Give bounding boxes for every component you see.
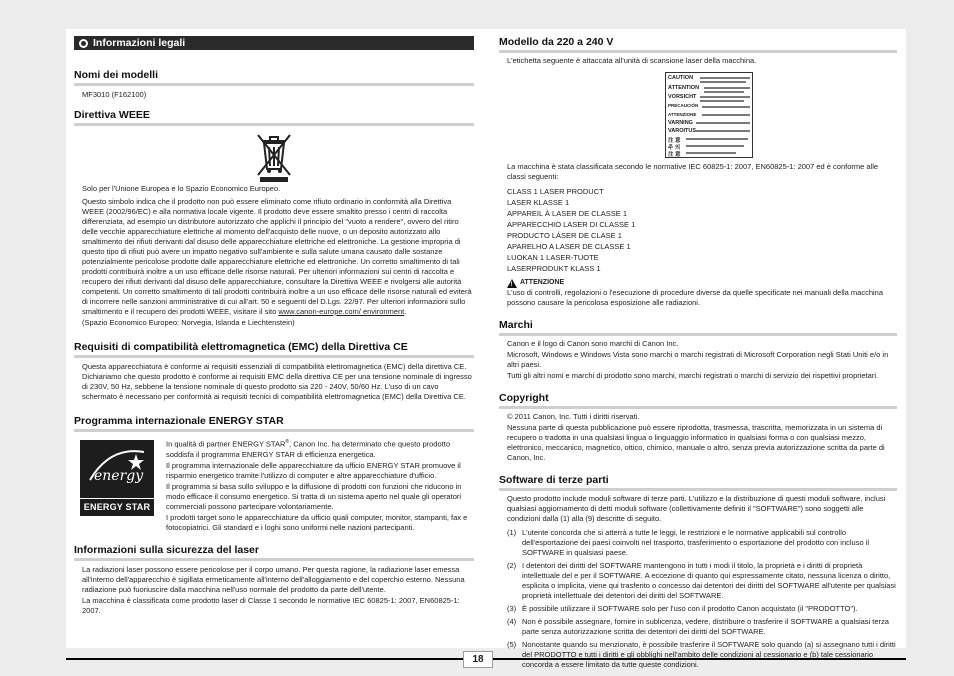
weee-heading: Direttiva WEEE xyxy=(74,109,474,126)
warning-heading: ! ATTENZIONE xyxy=(507,278,897,288)
models-heading: Nomi dei modelli xyxy=(74,69,474,86)
list-item: (1) L'utente concorda che si atterrà a tutte le leggi, le restrizioni e le normative applicabili sul controllo dell'esportazione dei paesi coinvolti nel trasporto, trasferimento o esportazione del prodotto con incluso il SOFTWARE in qualsiasi paese. xyxy=(507,528,870,557)
laser-warning-label: CAUTION ATTENTION VORSICHT PRECAUCIÓN ATTENZIONE VARNING VAROITUS 注 意 주 의 注 意 xyxy=(665,72,753,158)
warning-triangle-icon xyxy=(507,279,517,288)
section-header xyxy=(74,36,474,50)
energy-star-heading: Programma internazionale ENERGY STAR xyxy=(74,415,474,432)
class-block xyxy=(507,162,897,308)
copyright-text: © 2011 Canon, Inc. Tutti i diritti riservati. Nessuna parte di questa pubblicazione può essere riprodotta, trasmessa, trascritta, memorizzata in un sistema di recupero o tradotta in una qualsiasi lingua o linguaggio informatico in qualsiasi forma o con qualsiasi mezzo, elettronico, meccanico, magnetico, ottico, chimico, manuale o altro, senza previa autorizzazione scritta da parte di Canon, Inc. xyxy=(507,412,885,462)
class-line: APARELHO A LASER DE CLASSE 1 xyxy=(507,242,631,251)
weee-paragraph: Questo simbolo indica che il prodotto non può essere eliminato come rifiuto ordinario in conformità alla Direttiva WEEE (2002/96/EC) e alla normativa locale vigente. Il prodotto deve essere smaltito presso i centri di raccolta differenziata, ad esempio un distributore autorizzato che applichi il principio del "vuoto a rendere", ovvero del ritiro delle vecchie apparecchiature elettriche al momento dell'acquisto delle nuove, o un deposito autorizzato allo smaltimento dei rifiuti derivanti dal disuso delle apparecchiature elettriche ed elettroniche. La gestione impropria di questo tipo di rifiuti può avere un impatto negativo sull'ambiente e sulla salute umana causato dalle sostanze potenzialmente pericolose prodotte dalle apparecchiature elettriche ed elettroniche. Un corretto smaltimento di tali prodotti contribuirà inoltre a un uso efficace delle risorse naturali. Per ulteriori informazioni sui centri di raccolta e recupero dei rifiuti derivanti dal disuso delle apparecchiature, consultare la Direttiva WEEE e rivolgersi alle autorità competenti. Un corretto smaltimento di tali prodotti contribuirà inoltre a un uso efficace delle risorse naturali ed eviterà di incorrere nelle sanzioni amministrative di cui all'art. 50 e seguenti del D.Lgs. 22/97. Per ulteriori informazioni sullo smaltimento e il recupero dei prodotti WEEE, visitare il sito www.canon-europe.com/ environment. xyxy=(82,197,472,316)
weee-bin-icon xyxy=(74,126,474,184)
energy-star-text: In qualità di partner ENERGY STAR®, Canon Inc. ha determinato che questo prodotto soddisfa il programma ENERGY STAR di efficienza energetica. Il programma internazionale delle apparecchiature da ufficio ENERGY STAR promuove il risparmio energetico tramite l'utilizzo di computer e altre apparecchiature d'ufficio. Il programma si basa sullo sviluppo e la diffusione di prodotti con funzioni che riducono in modo efficace il consumo energetico. Si tratta di un sistema aperto nel quale gli operatori commerciali possono partecipare volontariamente. I prodotti target sono le apparecchiature da ufficio quali computer, monitor, stampanti, fax e fotocopiatrici. Gli standard e i loghi sono uniformi nelle nazioni partecipanti. xyxy=(166,439,468,532)
list-item: (5) Nonostante quando su menzionato, è possibile trasferire il SOFTWARE solo quando (a) si assegnano tutti i diritti del PRODOTTO e tutti i diritti e gli obblighi nell'ambito delle condizioni al cessionario e (b) tale cessionario concorda a essere limitato da tutte queste condizioni. xyxy=(507,640,896,669)
energy-star-block xyxy=(74,432,474,544)
class-line: LASER KLASSE 1 xyxy=(507,198,570,207)
voltage-model-heading: Modello da 220 a 240 V xyxy=(499,36,897,53)
class-line: APPAREIL À LASER DE CLASSE 1 xyxy=(507,209,628,218)
class-line: LUOKAN 1 LASER-TUOTE xyxy=(507,253,599,262)
weee-footnote: (Spazio Economico Europeo: Norvegia, Islanda e Liechtenstein) xyxy=(82,318,295,327)
third-party-heading: Software di terze parti xyxy=(499,474,897,491)
class-line: CLASS 1 LASER PRODUCT xyxy=(507,187,604,196)
models-text: MF3010 (F162100) xyxy=(82,90,147,99)
trademarks-text: Canon e il logo di Canon sono marchi di Canon Inc. Microsoft, Windows e Windows Vista sono marchi o marchi registrati di Microsoft Corporation negli Stati Uniti e/o in altri paesi. Tutti gli altri nomi e marchi di prodotto sono marchi, marchi registrati o marchi di servizio dei rispettivi proprietari. xyxy=(507,339,889,380)
emc-text: Questa apparecchiatura è conforme ai requisiti essenziali di compatibilità elettromagnetica (EMC) della direttiva CE. Dichiariamo che questo prodotto è conforme ai requisiti EMC della direttiva CE per una tensione nominale di ingresso di 230V, 50 Hz, sebbene la tensione nominale di questo prodotto sia 220 - 240V, 50/60 Hz. L'uso di un cavo schermato è necessario per conformità ai requisiti tecnici di compatibilità elettromagnetica (EMC) della Direttiva CE. xyxy=(82,362,472,401)
emc-heading: Requisiti di compatibilità elettromagnetica (EMC) della Direttiva CE xyxy=(74,341,474,358)
crossed-bin-icon xyxy=(252,129,296,183)
list-item: (3) È possibile utilizzare il SOFTWARE solo per l'uso con il prodotto Canon acquistato (il "PRODOTTO"). xyxy=(507,604,858,613)
canon-europe-link[interactable]: www.canon-europe.com/ environment xyxy=(278,307,405,316)
section-header-label: Informazioni legali xyxy=(93,37,186,49)
warning-text: L'uso di controlli, regolazioni o l'esecuzione di procedure diverse da quelle specificate nei manuali della macchina possono causare la pericolosa esposizione alle radiazioni. xyxy=(507,288,883,307)
laser-safety-heading: Informazioni sulla sicurezza del laser xyxy=(74,544,474,561)
page-number: 18 xyxy=(463,651,493,668)
weee-scope: Solo per l'Unione Europea e lo Spazio Economico Europeo. xyxy=(82,184,281,193)
laser-label-block xyxy=(499,66,897,162)
trademarks-heading: Marchi xyxy=(499,319,897,336)
third-party-text: Questo prodotto include moduli software di terze parti. L'utilizzo e la distribuzione di questi moduli software, inclusi qualsiasi aggiornamento di detti moduli software (collettivamente definiti il "SOFTWARE") sono soggetti alle condizioni dalla (1) alla (9) descritte di seguito. (1) L'utente concorda che si atterrà a tutte le leggi, le restrizioni e le normative applicabili sul controllo dell'esportazione dei paesi coinvolti nel trasporto, trasferimento o esportazione del prodotto con incluso il SOFTWARE in qualsiasi paese. (2) I detentori dei diritti del SOFTWARE mantengono in tutti i modi il titolo, la proprietà e i diritti di proprietà intellettuale del e per il SOFTWARE. A eccezione di quanto qui espressamente citato, nessuna licenza o diritto, esplicita o implicita, viene qui trasferito o concesso dai detentori dei diritti del SOFTWARE all'utente per qualsiasi proprietà intellettuale dei detentori dei diritti del SOFTWARE. (3) È possibile utilizzare il SOFTWARE solo per l'uso con il prodotto Canon acquistato (il "PRODOTTO"). (4) Non è possibile assegnare, fornire in sublicenza, vedere, distribuire o trasferire il SOFTWARE a qualsiasi terza parte senza autorizzazione scritta dei detentori dei diritti del SOFTWARE. (5) Nonostante quando su menzionato, è possibile trasferire il SOFTWARE solo quando (a) si assegnano tutti i diritti del PRODOTTO e tutti i diritti e gli obblighi nell'ambito delle condizioni al cessionario e (b) tale cessionario concorda a essere limitato da tutte queste condizioni. xyxy=(507,494,896,669)
weee-body xyxy=(82,184,474,328)
copyright-heading: Copyright xyxy=(499,392,897,409)
bullet-circle-icon xyxy=(79,39,88,48)
laser-safety-text: La radiazioni laser possono essere pericolose per il corpo umano. Per questa ragione, la radiazione laser emessa all'interno dell'apparecchio è sigillata ermeticamente all'interno dell'alloggiamento e del coperchio esterno. Nessuna radiazione può fuoriuscire dalla macchina nell'uso normale del prodotto da parte dell'utente. La macchina è classificata come prodotto laser di Classe 1 secondo le normative IEC 60825-1: 2007, EN60825-1: 2007. xyxy=(82,565,465,615)
energy-star-logo xyxy=(80,440,154,516)
class-line: LASERPRODUKT KLASS 1 xyxy=(507,264,601,273)
list-item: (2) I detentori dei diritti del SOFTWARE mantengono in tutti i modi il titolo, la proprietà e i diritti di proprietà intellettuale del e per il SOFTWARE. A eccezione di quanto qui espressamente citato, nessuna licenza o diritto, esplicita o implicita, viene qui trasferito o concesso dai detentori dei diritti del SOFTWARE all'utente per qualsiasi proprietà intellettuale dei detentori dei diritti del SOFTWARE. xyxy=(507,561,896,600)
class-line: APPARECCHIO LASER DI CLASSE 1 xyxy=(507,220,636,229)
class-line: PRODUCTO LÁSER DE CLASE 1 xyxy=(507,231,622,240)
energy-star-logo-text: ENERGY STAR xyxy=(80,498,154,512)
right-column xyxy=(499,36,897,673)
left-column xyxy=(74,36,474,617)
class-text: La macchina è stata classificata secondo le normative IEC 60825-1: 2007, EN60825-1: 2007 ed è conforme alle classi seguenti: xyxy=(507,162,879,181)
voltage-model-text: L'etichetta seguente è attaccata all'unità di scansione laser della macchina. xyxy=(507,56,757,65)
energy-star-swoosh-icon xyxy=(80,440,154,496)
svg-text:energy: energy xyxy=(94,468,144,484)
list-item: (4) Non è possibile assegnare, fornire in sublicenza, vedere, distribuire o trasferire il SOFTWARE a qualsiasi terza parte senza autorizzazione scritta dei detentori dei diritti del SOFTWARE. xyxy=(507,617,889,636)
